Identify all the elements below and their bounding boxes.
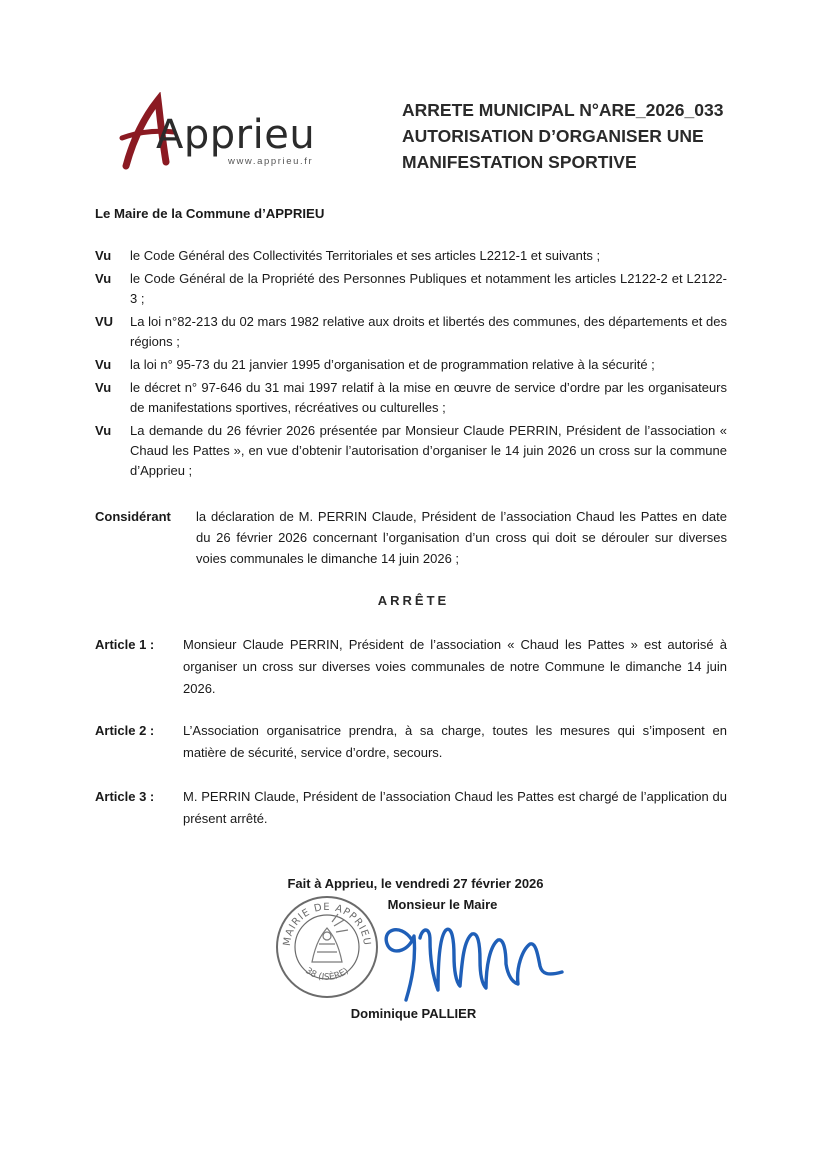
title-line-2: AUTORISATION D’ORGANISER UNE bbox=[402, 126, 704, 146]
article-3 bbox=[95, 786, 727, 830]
vu-label: Vu bbox=[95, 357, 112, 372]
article-label: Article 1 : bbox=[95, 637, 155, 652]
mairie-stamp bbox=[272, 892, 382, 1002]
stamp-text-top: MAIRIE DE APPRIEU bbox=[281, 901, 373, 947]
article-2 bbox=[95, 720, 727, 764]
title-line-1: ARRETE MUNICIPAL N°ARE_2026_033 bbox=[402, 100, 724, 120]
title-line-3: MANIFESTATION SPORTIVE bbox=[402, 152, 637, 172]
vu-label: Vu bbox=[95, 423, 112, 438]
list-item bbox=[95, 378, 727, 418]
vu-text: la loi n° 95-73 du 21 janvier 1995 d’organisation et de programmation relative à la sécurité ; bbox=[130, 357, 655, 372]
list-item bbox=[95, 312, 727, 352]
apprieu-logo bbox=[118, 92, 358, 177]
stamp-text-bottom: 38 (ISÈRE) bbox=[303, 966, 351, 983]
list-item bbox=[95, 355, 727, 375]
issuer-heading: Le Maire de la Commune d’APPRIEU bbox=[95, 206, 325, 221]
vu-text: le Code Général de la Propriété des Personnes Publiques et notamment les articles L2122-2 et L2122-3 ; bbox=[130, 271, 727, 306]
considerant-label: Considérant bbox=[95, 509, 171, 524]
vu-label: Vu bbox=[95, 248, 112, 263]
svg-text:38 (ISÈRE) bbox=[303, 966, 350, 983]
place-date: Fait à Apprieu, le vendredi 27 février 2026 bbox=[287, 876, 544, 891]
vu-label: Vu bbox=[95, 380, 112, 395]
mayor-signature bbox=[372, 900, 572, 1005]
logo-wordmark: Apprieu bbox=[156, 112, 316, 158]
article-1 bbox=[95, 634, 727, 700]
vu-text: le Code Général des Collectivités Territoriales et ses articles L2212-1 et suivants ; bbox=[130, 248, 601, 263]
vu-text: le décret n° 97-646 du 31 mai 1997 relatif à la mise en œuvre de service d’ordre par les organisateurs de manifestations sportives, récréatives ou culturelles ; bbox=[130, 380, 727, 415]
logo-url: www.apprieu.fr bbox=[228, 156, 314, 167]
arrete-heading: ARRÊTE bbox=[377, 593, 450, 608]
vu-label: Vu bbox=[95, 271, 112, 286]
stamp-emblem-icon bbox=[312, 914, 348, 962]
article-label: Article 2 : bbox=[95, 723, 155, 738]
vu-label: VU bbox=[95, 314, 114, 329]
signatory-name: Dominique PALLIER bbox=[350, 1006, 477, 1021]
article-text: L’Association organisatrice prendra, à sa charge, toutes les mesures qui s’imposent en matière de sécurité, service d’ordre, secours. bbox=[183, 723, 727, 760]
legal-basis-list bbox=[95, 246, 727, 484]
article-text: Monsieur Claude PERRIN, Président de l’association « Chaud les Pattes » est autorisé à organiser un cross sur diverses voies communales de notre Commune le dimanche 14 juin 2026. bbox=[183, 637, 727, 696]
list-item bbox=[95, 246, 727, 266]
list-item bbox=[95, 269, 727, 309]
considerant-text: la déclaration de M. PERRIN Claude, Président de l’association Chaud les Pattes en date du 26 février 2026 concernant l’organisation d’un cross qui doit se dérouler sur diverses voies communales le dimanche 14 juin 2026 ; bbox=[196, 509, 727, 566]
list-item bbox=[95, 421, 727, 481]
vu-text: La demande du 26 février 2026 présentée par Monsieur Claude PERRIN, Président de l’association « Chaud les Pattes », en vue d’obtenir l’autorisation d’organiser le 14 juin 2026 un cross sur la commune d’Apprieu ; bbox=[130, 423, 727, 478]
signatory-role: Monsieur le Maire bbox=[387, 897, 498, 912]
article-text: M. PERRIN Claude, Président de l’association Chaud les Pattes est chargé de l’application du présent arrêté. bbox=[183, 789, 727, 826]
article-label: Article 3 : bbox=[95, 789, 155, 804]
document-title bbox=[402, 97, 742, 175]
vu-text: La loi n°82-213 du 02 mars 1982 relative aux droits et libertés des communes, des départements et des régions ; bbox=[130, 314, 727, 349]
considerant-section bbox=[95, 506, 727, 569]
